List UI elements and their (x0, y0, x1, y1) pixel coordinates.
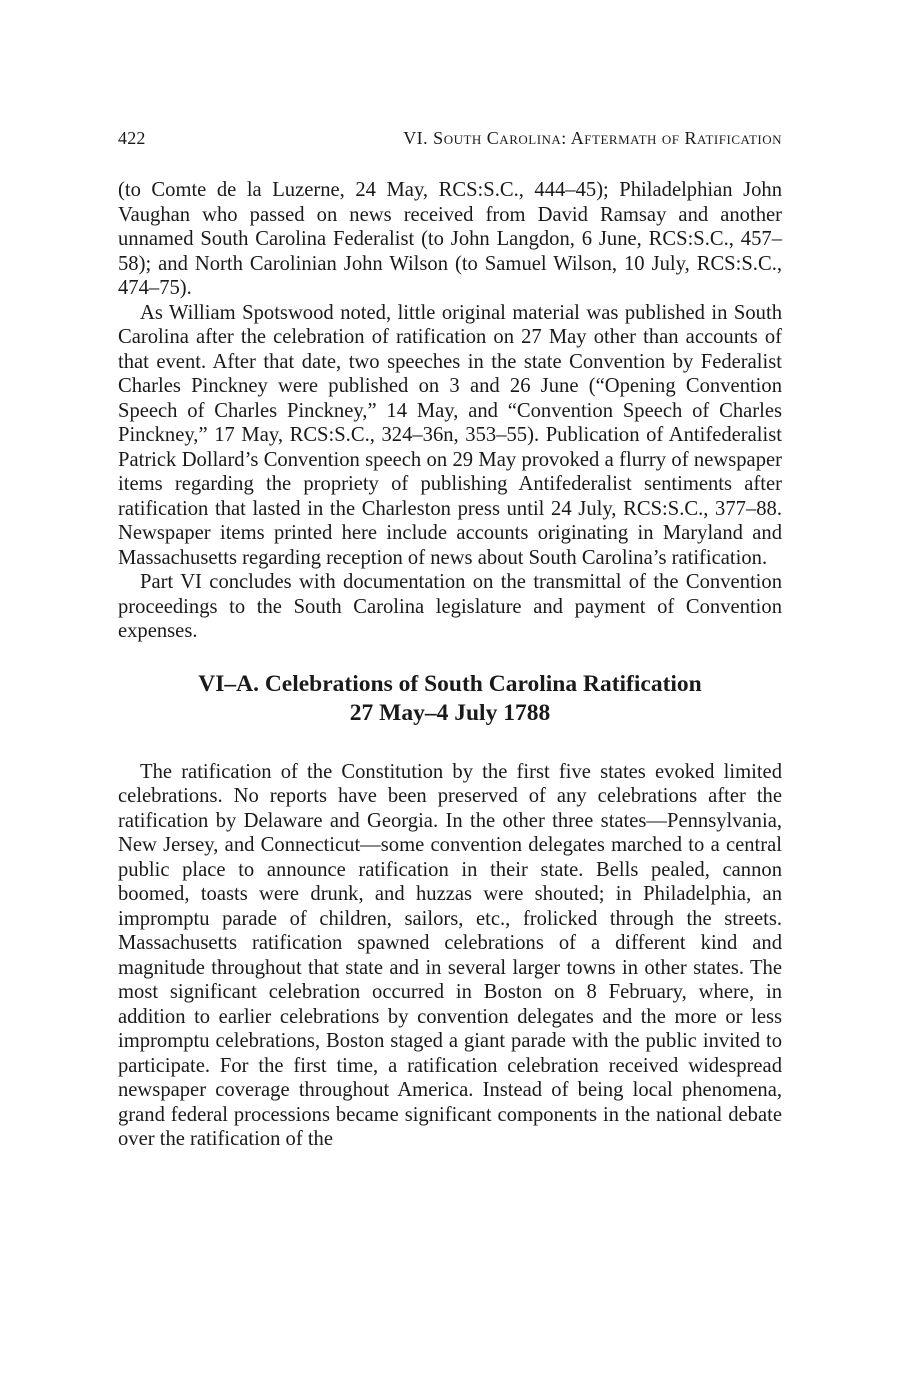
paragraph-spotswood: As William Spotswood noted, little original material was published in South Carolina after the celebration of ratification on 27 May other than accounts of that event. After that date, two speeches in the state Convention by Federalist Charles Pinckney were published on 3 and 26 June (“Opening Convention Speech of Charles Pinckney,” 14 May, and “Convention Speech of Charles Pinckney,” 17 May, RCS:S.C., 324–36n, 353–55). Publication of Antifederalist Patrick Dollard’s Convention speech on 29 May provoked a flurry of newspaper items regarding the propriety of publishing Antifederalist sentiments after ratification that lasted in the Charleston press until 24 July, RCS:S.C., 377–88. Newspaper items printed here include accounts originating in Maryland and Massachusetts regarding reception of news about South Carolina’s ratification. (118, 301, 782, 569)
paragraph-celebrations: The ratification of the Constitution by the first five states evoked limited celebrations. No reports have been preserved of any celebrations after the ratification by Delaware and Georgia. In the other three states—Pennsylvania, New Jersey, and Connecticut—some convention delegates marched to a central public place to announce ratification in their state. Bells pealed, cannon boomed, toasts were drunk, and huzzas were shouted; in Philadelphia, an impromptu parade of children, sailors, etc., frolicked through the streets. Massachusetts ratification spawned celebrations of a different kind and magnitude throughout that state and in several larger towns in other states. The most significant celebration occurred in Boston on 8 February, where, in addition to earlier celebrations by convention delegates and the more or less impromptu celebrations, Boston staged a giant parade with the public invited to participate. For the first time, a ratification celebration received widespread newspaper coverage throughout America. Instead of being local phenomena, grand federal processions became significant components in the national debate over the ratification of the (118, 760, 782, 1150)
section-heading-line-2: 27 May–4 July 1788 (349, 699, 551, 726)
running-title: VI. South Carolina: Aftermath of Ratification (403, 128, 782, 148)
page-number: 422 (118, 128, 146, 148)
section-body (118, 760, 782, 1152)
section-heading (118, 670, 782, 728)
intro-text (118, 178, 782, 644)
section-heading-line-1: VI–A. Celebrations of South Carolina Ratification (198, 670, 702, 697)
running-head (118, 128, 782, 158)
document-page (118, 128, 782, 1152)
paragraph-part-vi-conclusion: Part VI concludes with documentation on the transmittal of the Convention proceedings to the South Carolina legislature and payment of Convention expenses. (118, 571, 782, 642)
paragraph-continuation: (to Comte de la Luzerne, 24 May, RCS:S.C., 444–45); Philadelphian John Vaughan who passed on news received from David Ramsay and another unnamed South Carolina Federalist (to John Langdon, 6 June, RCS:S.C., 457–58); and North Carolinian John Wilson (to Samuel Wilson, 10 July, RCS:S.C., 474–75). (118, 179, 782, 299)
